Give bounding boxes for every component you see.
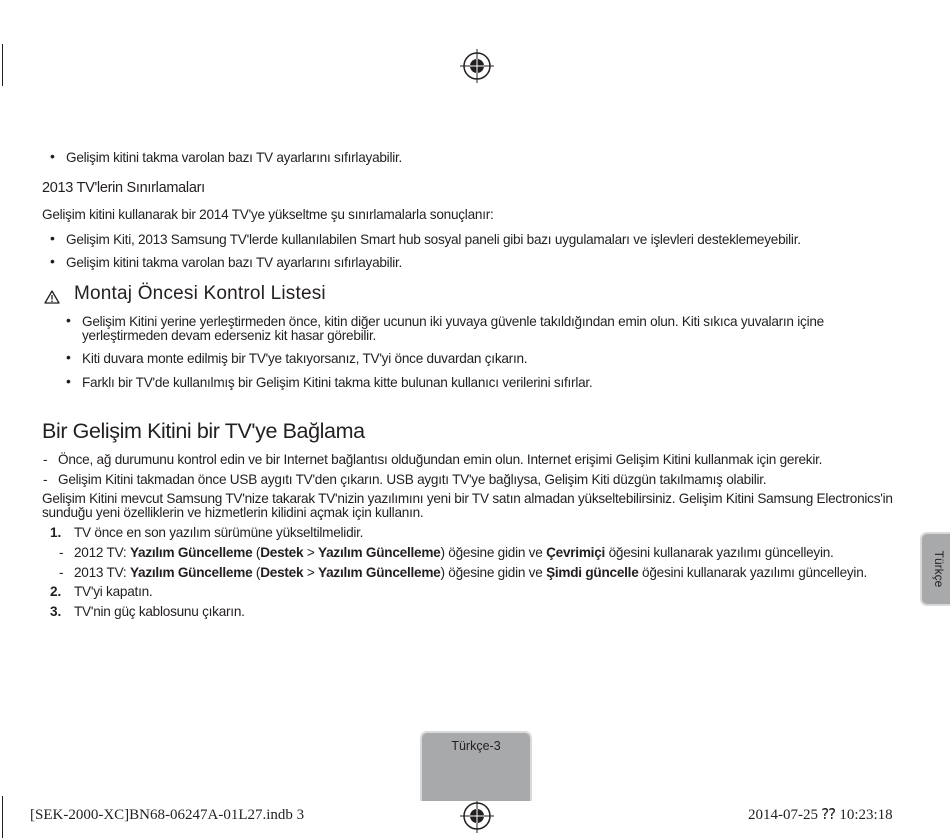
substep-2012: 2012 TV: Yazılım Güncelleme (Destek > Yazılım Güncelleme) öğesine gidin ve Çevrimiçi öğesini kullanarak yazılımı güncelleyin.	[74, 545, 834, 560]
bullet-icon: •	[50, 148, 55, 164]
language-side-tab-label: Türkçe	[932, 550, 946, 588]
substep-2013: 2013 TV: Yazılım Güncelleme (Destek > Yazılım Güncelleme) öğesine gidin ve Şimdi güncelle öğesini kullanarak yazılımı güncelleyin.	[74, 565, 868, 580]
connect-dash-2: Gelişim Kitini takmadan önce USB aygıtı TV'den çıkarın. USB aygıtı TV'ye bağlıysa, Gelişim Kiti düzgün takılmamış olabilir.	[58, 472, 767, 487]
limits-heading: 2013 TV'lerin Sınırlamaları	[42, 180, 205, 196]
checklist-bullet-2: Kiti duvara monte edilmiş bir TV'ye takıyorsanız, TV'yi önce duvardan çıkarın.	[82, 351, 528, 366]
step-2-text: TV'yi kapatın.	[74, 584, 153, 599]
crop-mark-bottom-left	[2, 796, 3, 838]
footer-file-name: [SEK-2000-XC]BN68-06247A-01L27.indb 3	[30, 807, 305, 823]
registration-mark-bottom-icon	[460, 799, 494, 833]
limits-intro: Gelişim kitini kullanarak bir 2014 TV'ye yükseltme şu sınırlamalarla sonuçlanır:	[42, 207, 494, 222]
checklist-heading: Montaj Öncesi Kontrol Listesi	[74, 283, 326, 304]
checklist-bullet-1-line-2: yerleştirmeden devam ederseniz kit hasar görebilir.	[82, 328, 377, 343]
connect-heading: Bir Gelişim Kitini bir TV'ye Bağlama	[42, 419, 365, 443]
bullet-icon: •	[66, 373, 71, 389]
step-number: 2.	[50, 584, 62, 599]
page-number-label: Türkçe-3	[451, 739, 501, 753]
step-3-text: TV'nin güç kablosunu çıkarın.	[74, 604, 245, 619]
dash-marker: -	[59, 545, 64, 560]
bullet-icon: •	[66, 349, 71, 365]
checklist-bullet-3: Farklı bir TV'de kullanılmış bir Gelişim Kitini takma kitte bulunan kullanıcı verilerini sıfırlar.	[82, 375, 593, 390]
step-number: 1.	[50, 525, 62, 540]
warning-triangle-icon	[44, 290, 60, 304]
dash-marker: -	[43, 452, 48, 467]
checklist-bullet-1-line-1: Gelişim Kitini yerine yerleştirmeden önce, kitin diğer ucunun iki yuvaya güvenle takıldığından emin olun. Kiti sıkıca yuvaların içine	[82, 314, 824, 329]
registration-mark-top-icon	[460, 49, 494, 83]
bullet-icon: •	[50, 230, 55, 246]
limits-bullet-1: Gelişim Kiti, 2013 Samsung TV'lerde kullanılabilen Smart hub sosyal paneli gibi bazı uygulamaları ve işlevleri desteklemeyebilir.	[66, 232, 801, 247]
connect-paragraph-line-2: sunduğu yeni özelliklerin ve hizmetlerin kilidini açmak için kullanın.	[42, 505, 424, 520]
step-1-text: TV önce en son yazılım sürümüne yükseltilmelidir.	[74, 525, 364, 540]
page-number-tab	[420, 731, 532, 801]
footer-datetime: 2014-07-25 ⁇ 10:23:18	[748, 807, 893, 823]
language-side-tab	[920, 532, 950, 606]
crop-mark-top-left	[2, 44, 3, 86]
bullet-text: Gelişim kitini takma varolan bazı TV ayarlarını sıfırlayabilir.	[66, 150, 403, 165]
limits-bullet-2: Gelişim kitini takma varolan bazı TV ayarlarını sıfırlayabilir.	[66, 255, 403, 270]
dash-marker: -	[43, 472, 48, 487]
bullet-icon: •	[50, 253, 55, 269]
step-number: 3.	[50, 604, 62, 619]
connect-dash-1: Önce, ağ durumunu kontrol edin ve bir Internet bağlantısı olduğundan emin olun. Internet erişimi Gelişim Kitini kullanmak için gerekir.	[58, 452, 823, 467]
connect-paragraph-line-1: Gelişim Kitini mevcut Samsung TV'nize takarak TV'nizin yazılımını yeni bir TV satın almadan yükseltebilirsiniz. Gelişim Kitini Samsung Electronics'in	[42, 491, 893, 506]
bullet-icon: •	[66, 312, 71, 328]
dash-marker: -	[59, 565, 64, 580]
